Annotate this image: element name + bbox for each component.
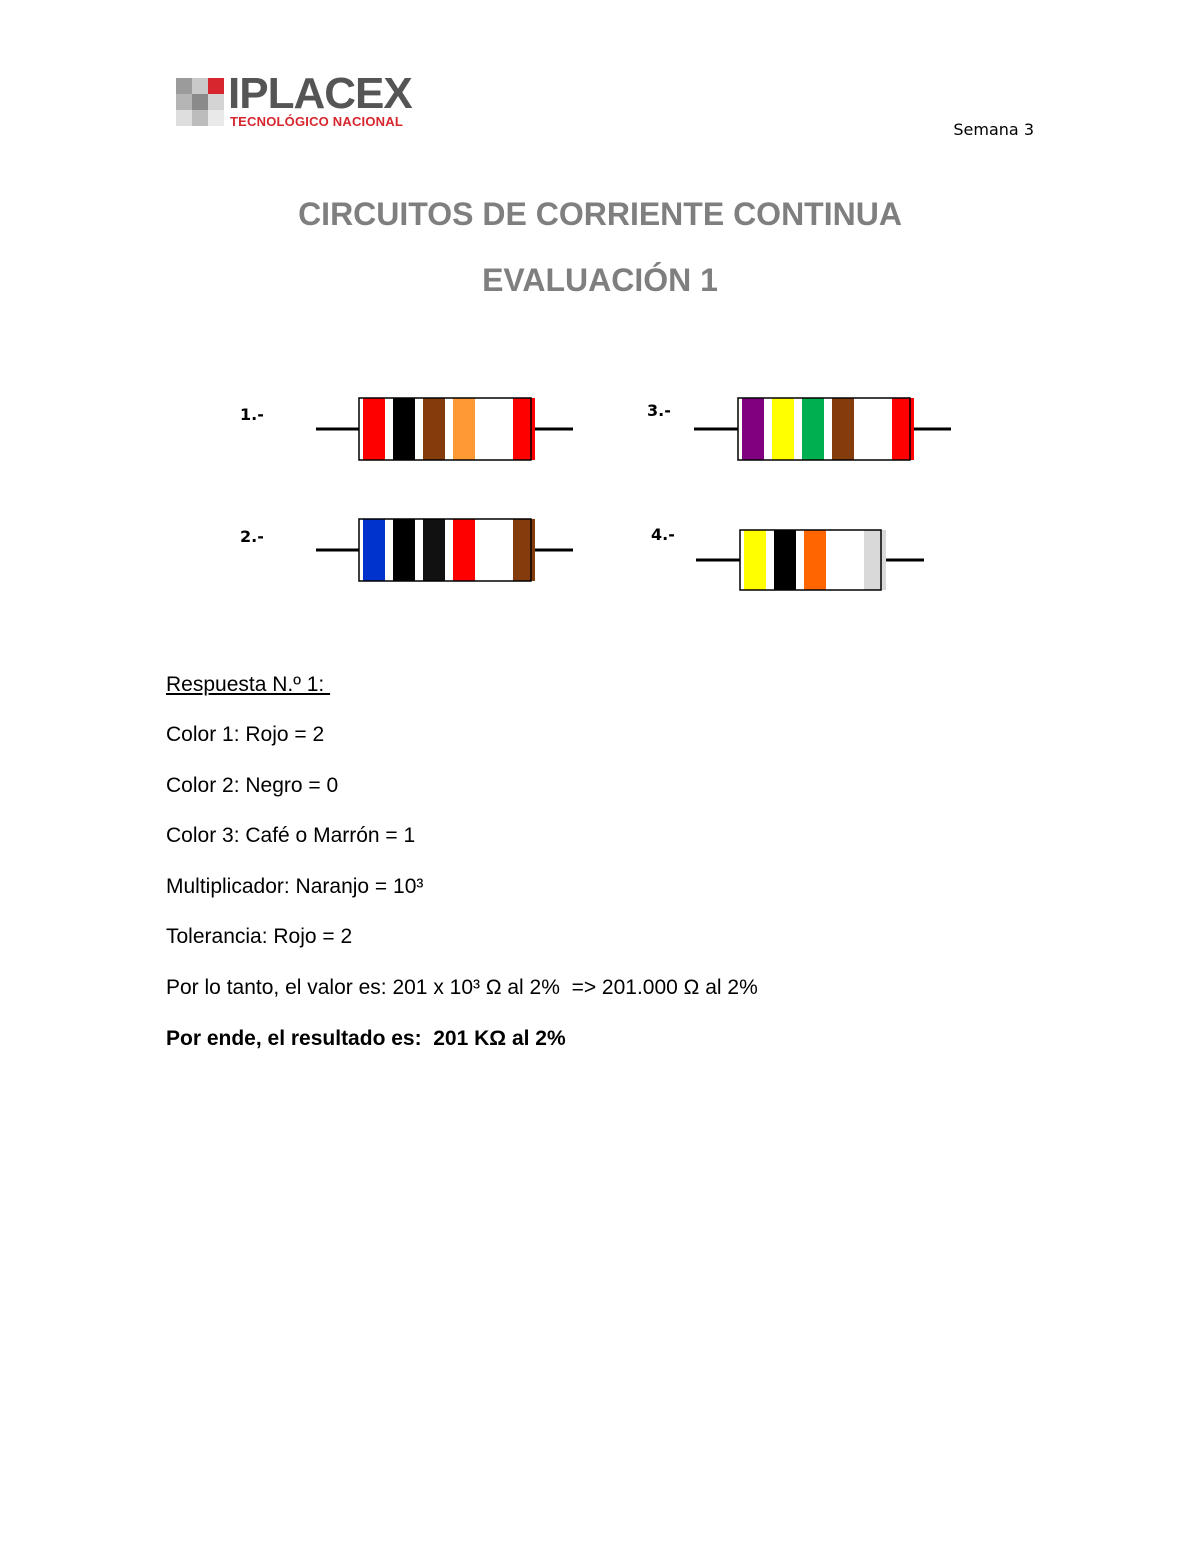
resistor-band bbox=[744, 530, 766, 590]
logo-tagline: TECNOLÓGICO NACIONAL bbox=[230, 114, 403, 129]
resistor-band bbox=[834, 530, 856, 590]
answer-heading: Respuesta N.º 1: bbox=[166, 673, 331, 696]
resistor-label-3: 3.- bbox=[647, 401, 671, 420]
iplacex-logo bbox=[176, 69, 416, 130]
logo-mosaic-icon bbox=[176, 78, 224, 126]
resistor-body bbox=[738, 398, 910, 460]
resistor-band bbox=[513, 398, 535, 460]
resistor-body bbox=[359, 519, 531, 581]
week-label: Semana 3 bbox=[953, 120, 1034, 139]
resistor-band bbox=[892, 398, 914, 460]
resistor-band bbox=[742, 398, 764, 460]
answer-line-1: Color 1: Rojo = 2 bbox=[166, 723, 325, 746]
page-subtitle: EVALUACIÓN 1 bbox=[482, 262, 718, 298]
resistor-band bbox=[423, 519, 445, 581]
resistor-3 bbox=[694, 398, 951, 460]
resistor-outline bbox=[359, 398, 531, 460]
answer-line-4: Multiplicador: Naranjo = 10³ bbox=[166, 875, 424, 898]
resistor-band bbox=[862, 398, 884, 460]
resistor-band bbox=[772, 398, 794, 460]
resistor-label-1: 1.- bbox=[240, 405, 264, 424]
resistor-outline bbox=[738, 398, 910, 460]
answer-line-5: Tolerancia: Rojo = 2 bbox=[166, 925, 353, 948]
resistor-outline bbox=[359, 519, 531, 581]
resistor-label-4: 4.- bbox=[651, 525, 675, 544]
answer-line-3: Color 3: Café o Marrón = 1 bbox=[166, 824, 416, 847]
resistor-outline bbox=[740, 530, 881, 590]
answer-result: Por ende, el resultado es: 201 KΩ al 2% bbox=[166, 1027, 566, 1050]
resistor-band bbox=[832, 398, 854, 460]
resistor-band bbox=[483, 398, 505, 460]
resistor-body bbox=[740, 530, 881, 590]
resistor-band bbox=[513, 519, 535, 581]
resistor-2 bbox=[316, 519, 573, 581]
resistor-band bbox=[393, 398, 415, 460]
resistor-1 bbox=[316, 398, 573, 460]
resistor-4 bbox=[696, 530, 924, 590]
resistor-band bbox=[393, 519, 415, 581]
resistor-band bbox=[453, 398, 475, 460]
resistor-band bbox=[363, 519, 385, 581]
resistor-label-2: 2.- bbox=[240, 527, 264, 546]
resistor-band bbox=[864, 530, 886, 590]
logo-wordmark: IPLACEX bbox=[228, 69, 412, 118]
answer-line-2: Color 2: Negro = 0 bbox=[166, 774, 339, 797]
resistor-band bbox=[423, 398, 445, 460]
resistor-band bbox=[802, 398, 824, 460]
page-title: CIRCUITOS DE CORRIENTE CONTINUA bbox=[298, 196, 902, 232]
resistor-band bbox=[453, 519, 475, 581]
resistor-band bbox=[774, 530, 796, 590]
resistor-band bbox=[804, 530, 826, 590]
resistor-band bbox=[363, 398, 385, 460]
answer-line-6: Por lo tanto, el valor es: 201 x 10³ Ω al 2% => 201.000 Ω al 2% bbox=[166, 976, 758, 999]
resistor-body bbox=[359, 398, 531, 460]
resistor-band bbox=[483, 519, 505, 581]
